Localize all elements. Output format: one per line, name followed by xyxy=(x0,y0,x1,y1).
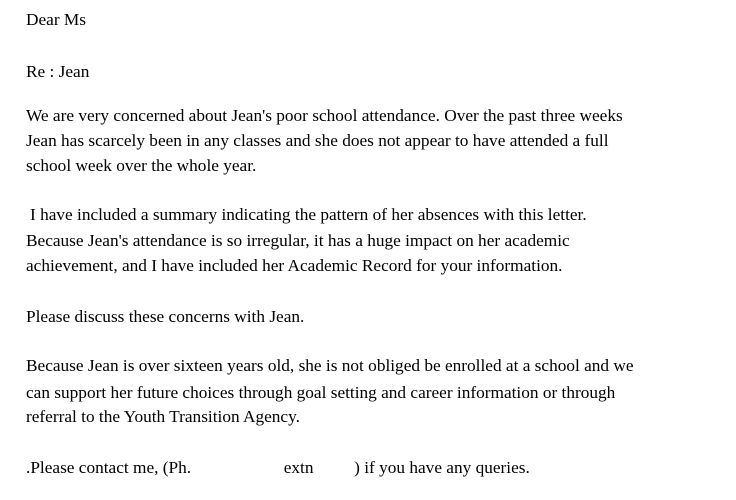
re-line: Re : Jean xyxy=(26,62,90,81)
paragraph-line: Because Jean's attendance is so irregular, it has a huge impact on her academic xyxy=(26,231,570,250)
paragraph-line: I have included a summary indicating the pattern of her absences with this letter. xyxy=(30,205,587,224)
paragraph-line: referral to the Youth Transition Agency. xyxy=(26,407,300,426)
extension-label: extn xyxy=(283,458,314,477)
contact-line xyxy=(26,459,530,476)
paragraph-line: Jean has scarcely been in any classes and she does not appear to have attended a full xyxy=(26,131,609,150)
contact-suffix: ) if you have any queries. xyxy=(354,458,530,477)
paragraph-line: can support her future choices through goal setting and career information or through xyxy=(26,383,616,402)
paragraph-line: Please discuss these concerns with Jean. xyxy=(26,307,305,326)
paragraph-line: school week over the whole year. xyxy=(26,156,257,175)
contact-prefix: .Please contact me, (Ph. xyxy=(26,458,192,477)
paragraph-line: achievement, and I have included her Academic Record for your information. xyxy=(26,256,563,275)
salutation: Dear Ms xyxy=(26,10,86,29)
paragraph-line: We are very concerned about Jean's poor school attendance. Over the past three weeks xyxy=(26,106,623,125)
paragraph-line: Because Jean is over sixteen years old, she is not obliged be enrolled at a school and we xyxy=(26,356,634,375)
